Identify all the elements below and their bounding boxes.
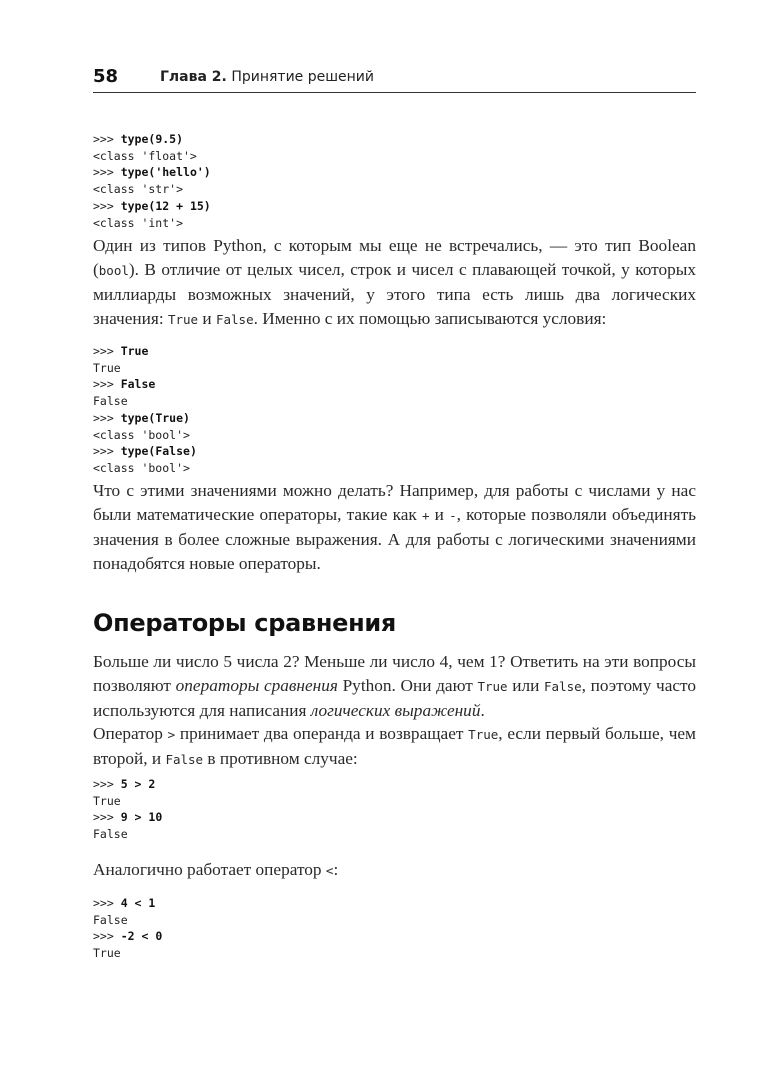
- inline-code: bool: [98, 263, 129, 278]
- paragraph-boolean-intro: [93, 234, 696, 332]
- code-input-line: [93, 343, 197, 360]
- inline-code: +: [421, 508, 430, 523]
- inline-code: False: [544, 679, 582, 694]
- code-block-less-examples: [93, 895, 162, 962]
- emphasis-text: логических выражений: [310, 701, 481, 720]
- prompt: >>>: [93, 132, 121, 146]
- code-input-line: [93, 164, 211, 181]
- code-input-line: [93, 131, 211, 148]
- code-input-line: [93, 809, 162, 826]
- code-input-line: [93, 928, 162, 945]
- code-block-type-examples: [93, 131, 211, 231]
- code-output-line: True: [93, 360, 121, 375]
- paragraph-greater-operator: [93, 722, 696, 772]
- code-block-greater-examples: [93, 776, 162, 843]
- text-run: .: [480, 701, 485, 720]
- text-run: Больше ли число 5 числа 2? Меньше ли число 4, чем 1? Ответить на эти вопросы позволяют: [93, 652, 696, 695]
- code-input-line: [93, 198, 211, 215]
- code-input: 5 > 2: [120, 777, 156, 791]
- prompt: >>>: [93, 929, 121, 944]
- code-input: type('hello'): [120, 165, 211, 180]
- section-heading: Операторы сравнения: [93, 609, 397, 637]
- code-output-line: False: [93, 912, 128, 927]
- prompt: >>>: [93, 777, 121, 791]
- text-run: и: [198, 309, 216, 328]
- prompt: >>>: [93, 344, 121, 358]
- prompt: >>>: [93, 165, 121, 180]
- code-input-line: [93, 376, 197, 393]
- code-input: True: [120, 344, 149, 358]
- prompt: >>>: [93, 377, 121, 392]
- chapter-title: [160, 69, 374, 85]
- paragraph-comparison-intro: [93, 650, 696, 723]
- code-output-line: <class 'str'>: [93, 182, 184, 197]
- code-output-line: <class 'bool'>: [93, 427, 190, 442]
- prompt: >>>: [93, 198, 121, 213]
- prompt: >>>: [93, 810, 121, 825]
- prompt: >>>: [93, 896, 121, 910]
- text-run: в противном случае:: [203, 749, 358, 768]
- text-run: принимает два операнда и возвращает: [175, 724, 469, 743]
- text-run: :: [333, 860, 339, 879]
- inline-code: <: [325, 863, 334, 878]
- text-run: Аналогично работает оператор: [93, 860, 326, 879]
- text-run: , которые позволяли объединять значения в более сложные выражения. А для работы с логическими значениями понадобятся новые операторы.: [93, 505, 697, 573]
- text-run: Оператор: [93, 724, 168, 743]
- code-input-line: [93, 776, 162, 793]
- code-input: type(True): [120, 410, 190, 425]
- text-run: и: [429, 505, 450, 524]
- inline-code: False: [165, 752, 204, 767]
- chapter-name: Принятие решений: [226, 69, 375, 85]
- emphasis-text: операторы сравнения: [175, 676, 338, 695]
- text-run: ). В отличие от целых чисел, строк и чисел с плавающей точкой, у которых миллиарды возможных значений, у этого типа есть лишь два логических значения:: [93, 260, 696, 328]
- text-run: Один из типов Python, с которым мы еще не встречались, — это тип Boolean (: [93, 236, 696, 279]
- inline-code: -: [449, 508, 457, 523]
- prompt: >>>: [93, 410, 121, 425]
- code-input: 9 > 10: [120, 810, 163, 825]
- text-run: Python. Они дают: [337, 676, 478, 695]
- code-input-line: [93, 443, 197, 460]
- code-input-line: [93, 410, 197, 427]
- code-input: type(False): [120, 444, 197, 459]
- code-input-line: [93, 895, 162, 912]
- inline-code: False: [215, 312, 254, 327]
- text-run: или: [507, 676, 545, 695]
- code-input: type(12 + 15): [120, 198, 211, 213]
- code-output-line: False: [93, 827, 128, 842]
- code-output-line: True: [93, 946, 121, 961]
- code-output-line: False: [93, 394, 128, 409]
- paragraph-operators-intro: [93, 479, 696, 576]
- code-input: False: [120, 377, 156, 392]
- code-input: type(9.5): [120, 132, 184, 146]
- text-run: , поэтому часто используются для написания: [93, 676, 696, 720]
- text-run: Что с этими значениями можно делать? Например, для работы с числами у нас были математические операторы, такие как: [93, 481, 696, 524]
- code-input: -2 < 0: [120, 929, 163, 944]
- prompt: >>>: [93, 444, 121, 459]
- text-run: , если первый больше, чем второй, и: [93, 724, 696, 768]
- code-output-line: True: [93, 793, 121, 808]
- inline-code: True: [468, 727, 499, 742]
- chapter-label: Глава 2.: [160, 69, 227, 85]
- inline-code: True: [167, 312, 199, 327]
- inline-code: True: [477, 679, 508, 694]
- code-block-bool-examples: [93, 343, 197, 477]
- inline-code: >: [167, 727, 176, 742]
- code-output-line: <class 'bool'>: [93, 460, 190, 475]
- text-run: . Именно с их помощью записываются условия:: [253, 309, 607, 328]
- page-number: 58: [93, 66, 119, 87]
- code-input: 4 < 1: [120, 896, 156, 910]
- paragraph-less-operator: [93, 858, 696, 883]
- code-output-line: <class 'int'>: [93, 215, 184, 230]
- running-header: [93, 64, 696, 93]
- code-output-line: <class 'float'>: [93, 148, 197, 163]
